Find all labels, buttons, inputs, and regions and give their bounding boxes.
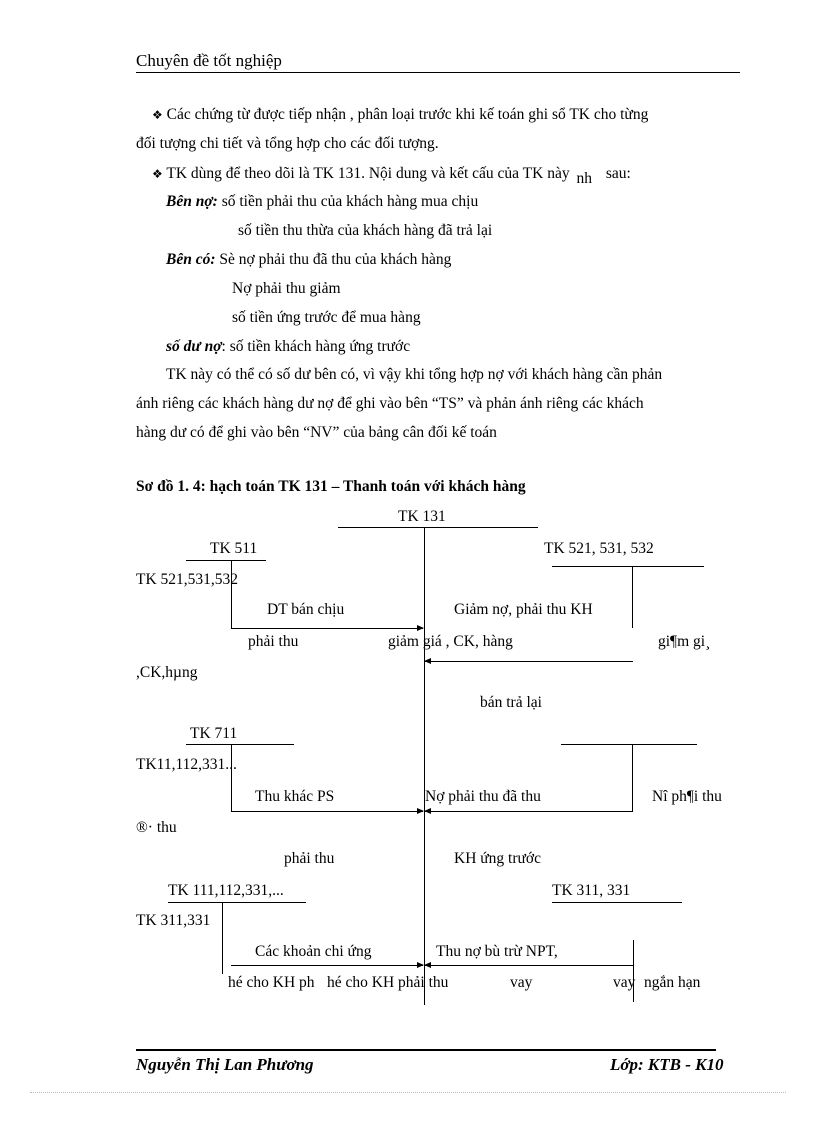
giam-gia-label: giảm giá , CK, hàng xyxy=(388,633,513,650)
garbled-da-thu: ®· thu xyxy=(136,819,177,836)
thu-no-bu-tru-label: Thu nợ bù trừ NPT, xyxy=(436,943,558,960)
tk711-label: TK 711 xyxy=(190,725,238,742)
tk311-right-rule xyxy=(552,902,682,903)
tk131-top-rule xyxy=(338,527,538,528)
dt-ban-chiu-label: DT bán chịu xyxy=(267,601,345,618)
phai-thu-label-1: phải thu xyxy=(248,633,299,650)
diagram-title: Sơ đồ 1. 4: hạch toán TK 131 – Thanh toán với khách hàng xyxy=(136,478,526,495)
tk521-right-rule xyxy=(552,566,704,567)
vay-label-2: vay xyxy=(613,974,636,991)
tk111-rule xyxy=(168,902,306,903)
paragraph-3-line-3: hàng dư có để ghi vào bên “NV” của bảng cân đối kế toán xyxy=(136,424,497,441)
ngan-han-label: ngắn hạn xyxy=(644,974,701,991)
tk711-rule xyxy=(186,744,294,745)
tk131-axis xyxy=(424,527,425,1005)
paragraph-3-line-1: TK này có thể có số dư bên có, vì vậy khi tổng hợp nợ với khách hàng cần phản xyxy=(166,366,663,383)
tk511-rule xyxy=(186,560,266,561)
garbled-no-phai-thu: Nî ph¶i thu xyxy=(652,788,722,805)
arrow-bu-tru xyxy=(425,965,633,966)
tk521-left-label: TK 521,531,532 xyxy=(136,571,239,588)
footer-author: Nguyễn Thị Lan Phương xyxy=(136,1055,314,1074)
page-bottom-dotted-rule xyxy=(30,1092,786,1093)
footer-rule xyxy=(136,1049,716,1051)
tk521-right-axis xyxy=(632,566,633,628)
kh-ung-truoc-label: KH ứng trước xyxy=(454,850,541,867)
bottom-left-label: hé cho KH ph xyxy=(228,974,315,991)
tk311-left-label: TK 311,331 xyxy=(136,912,211,929)
tk111-axis xyxy=(222,902,223,974)
bullet-icon: ❖ xyxy=(152,167,163,181)
footer-class: Lớp: KTB - K10 xyxy=(610,1055,724,1074)
ban-tra-lai-label: bán trả lại xyxy=(480,694,542,711)
so-du-no-line: số dư nợ: số tiền khách hàng ứng trước xyxy=(166,338,411,355)
page-header-title: Chuyên đề tốt nghiệp xyxy=(136,51,282,70)
tk131-label: TK 131 xyxy=(398,508,446,525)
ck-hung-label: ,CK,hµng xyxy=(136,664,198,681)
vay-label-1: vay xyxy=(510,974,533,991)
tk11-left-label: TK11,112,331... xyxy=(136,756,237,773)
garbled-giam-gia: gi¶m gi¸ xyxy=(658,633,711,650)
thu-khac-label: Thu khác PS xyxy=(255,788,335,805)
tk511-label: TK 511 xyxy=(210,540,258,557)
right-account-rule xyxy=(561,744,697,745)
tk311-right-label: TK 311, 331 xyxy=(552,882,631,899)
tk111-label: TK 111,112,331,... xyxy=(168,882,284,899)
arrow-giam-gia xyxy=(425,661,633,662)
tk521-right-label: TK 521, 531, 532 xyxy=(544,540,654,557)
paragraph-1-line-1: ❖ Các chứng từ được tiếp nhận , phân loại trước khi kế toán ghi sổ TK cho từng xyxy=(152,106,649,123)
ben-no-line-1: Bên nợ: số tiền phải thu của khách hàng mua chịu xyxy=(166,193,479,210)
right-account-axis xyxy=(632,744,633,812)
ben-co-line-2: Nợ phải thu giảm xyxy=(232,280,341,297)
bottom-mid-label: hé cho KH phải thu xyxy=(327,974,449,991)
paragraph-1-line-2: đối tượng chi tiết và tổng hợp cho các đối tượng. xyxy=(136,135,439,152)
paragraph-2: ❖ TK dùng để theo dõi là TK 131. Nội dung và kết cấu của TK này nh sau: xyxy=(152,165,631,187)
arrow-doanh-thu xyxy=(231,628,423,629)
bullet-icon: ❖ xyxy=(152,108,163,122)
ben-no-line-2: số tiền thu thừa của khách hàng đã trả lại xyxy=(238,222,493,239)
paragraph-3-line-2: ánh riêng các khách hàng dư nợ để ghi vào bên “TS” và phản ánh riêng các khách xyxy=(136,395,644,412)
arrow-chi-ung xyxy=(231,965,423,966)
header-rule xyxy=(136,72,740,73)
tk711-axis xyxy=(231,744,232,812)
ben-co-line-1: Bên có: Sè nợ phải thu đã thu của khách hàng xyxy=(166,251,452,268)
cac-khoan-chi-label: Các khoản chi ứng xyxy=(255,943,372,960)
tk311-right-axis xyxy=(633,940,634,1002)
arrow-ung-truoc xyxy=(425,811,633,812)
phai-thu-label-2: phải thu xyxy=(284,850,335,867)
ben-co-line-3: số tiền ứng trước để mua hàng xyxy=(232,309,421,326)
giam-no-label: Giảm nợ, phải thu KH xyxy=(454,601,593,618)
no-phai-thu-da-thu-label: Nợ phải thu đã thu xyxy=(425,788,541,805)
arrow-thu-khac xyxy=(231,811,423,812)
